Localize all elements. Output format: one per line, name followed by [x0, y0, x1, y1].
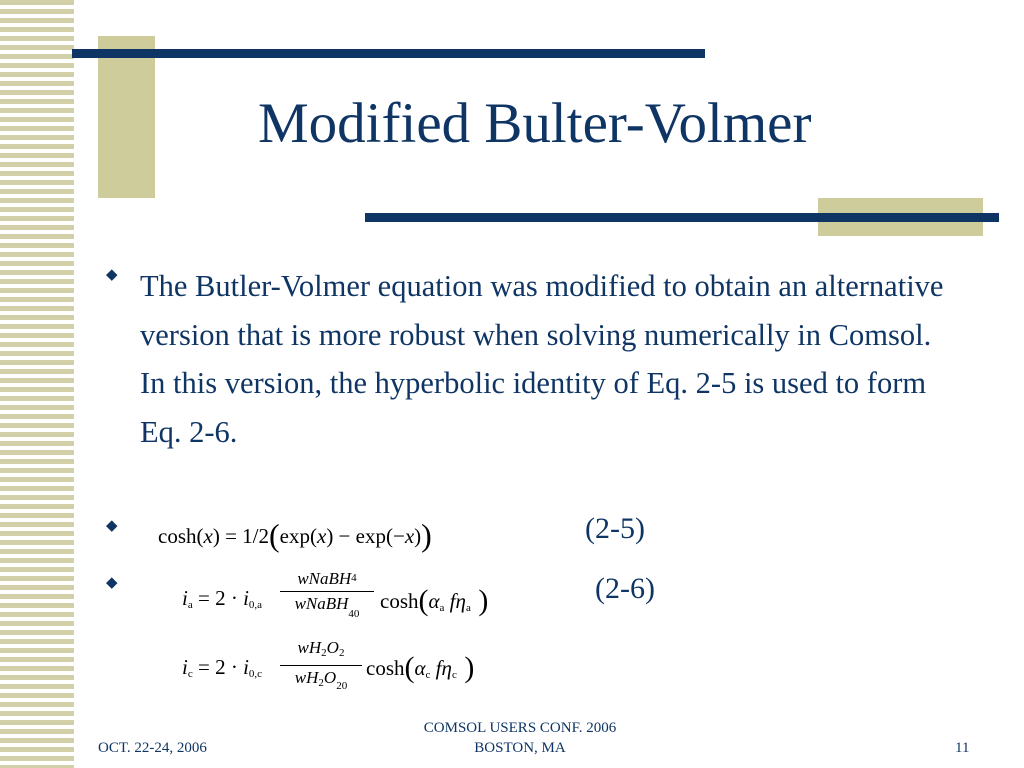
equation-2-5: cosh(x) = 1/2(exp(x) − exp(−x)) [158, 517, 432, 553]
decor-bar-bottom [365, 213, 999, 222]
equation-number-2-6: (2-6) [595, 572, 655, 605]
eq-text: ) − exp(− [326, 524, 405, 548]
eq-subscript: c [425, 669, 431, 681]
body-paragraph: The Butler-Volmer equation was modified to obtain an alternative version that is more robust when solving numerically in Comsol. In this version, the hyperbolic identity of Eq. 2-5 is used to form Eq. 2-6. [140, 269, 944, 449]
footer-conference-name: COMSOL USERS CONF. 2006 [423, 720, 617, 736]
eq-text: cosh [366, 656, 405, 680]
equation-2-6-cosh-cathode: $\cosh(\alpha_c$ $f\eta_c$ ) [366, 651, 475, 684]
equation-number-2-5: (2-5) [585, 512, 645, 545]
eq-denominator: O [323, 668, 337, 687]
eq-var: x [316, 524, 327, 548]
equation-2-6-lhs-anode [182, 586, 262, 611]
eq-subscript: 0,a [248, 599, 263, 611]
fraction-anode [280, 568, 374, 624]
footer-page-number: 11 [955, 740, 970, 756]
eq-subscript: a [187, 599, 193, 611]
eq-var: η [441, 656, 452, 680]
equation-2-6-cosh-anode: $\cosh(\alpha_a$ $f\eta_a$ ) [380, 584, 489, 617]
footer-conference-location: BOSTON, MA [474, 740, 566, 756]
eq-denominator: wNaBH [294, 594, 349, 613]
eq-var: i [182, 586, 188, 610]
eq-text: = 2 · [197, 586, 238, 610]
equation-2-6-lhs-cathode [182, 655, 262, 680]
eq-text: = 2 · [197, 655, 238, 679]
eq-text: ) = 1/2 [212, 524, 269, 548]
eq-subscript: c [451, 669, 457, 681]
eq-var: f [435, 656, 442, 680]
eq-subscript: 0,c [248, 668, 263, 680]
decor-square-top [98, 36, 155, 198]
eq-var: η [455, 589, 466, 613]
slide-title: Modified Bulter-Volmer [258, 92, 812, 155]
eq-text: cosh [380, 589, 419, 613]
eq-subscript: 4 [351, 572, 357, 584]
eq-text: exp( [279, 524, 317, 548]
eq-var: α [414, 656, 426, 680]
footer-date: OCT. 22-24, 2006 [98, 740, 207, 756]
eq-subscript: 2 [338, 647, 345, 659]
stripe-border [0, 0, 74, 768]
eq-subscript: 2 [321, 647, 327, 659]
fraction-cathode [280, 638, 362, 696]
eq-var: x [203, 524, 213, 548]
eq-numerator: wNaBH [297, 569, 352, 588]
eq-text: ) [414, 524, 422, 548]
bullet-diamond-icon: ◆ [106, 267, 118, 283]
eq-denominator: wH [294, 668, 319, 687]
eq-subscript: 20 [336, 680, 348, 692]
eq-var: i [243, 655, 249, 679]
eq-var: i [182, 655, 188, 679]
eq-subscript: c [187, 668, 193, 680]
eq-subscript: a [439, 602, 445, 614]
eq-subscript: a [465, 602, 471, 614]
eq-var: f [449, 589, 456, 613]
eq-subscript: 2 [318, 677, 324, 689]
decor-bar-top [72, 49, 705, 58]
eq-var: x [404, 524, 415, 548]
bullet-diamond-icon: ◆ [106, 575, 118, 591]
eq-subscript: 40 [348, 608, 360, 620]
eq-text: cosh( [158, 524, 204, 548]
eq-numerator: wH [297, 638, 322, 657]
eq-var: α [428, 589, 440, 613]
bullet-diamond-icon: ◆ [106, 518, 118, 534]
eq-var: i [243, 586, 249, 610]
eq-numerator: O [326, 638, 339, 657]
footer-conference [380, 718, 660, 758]
